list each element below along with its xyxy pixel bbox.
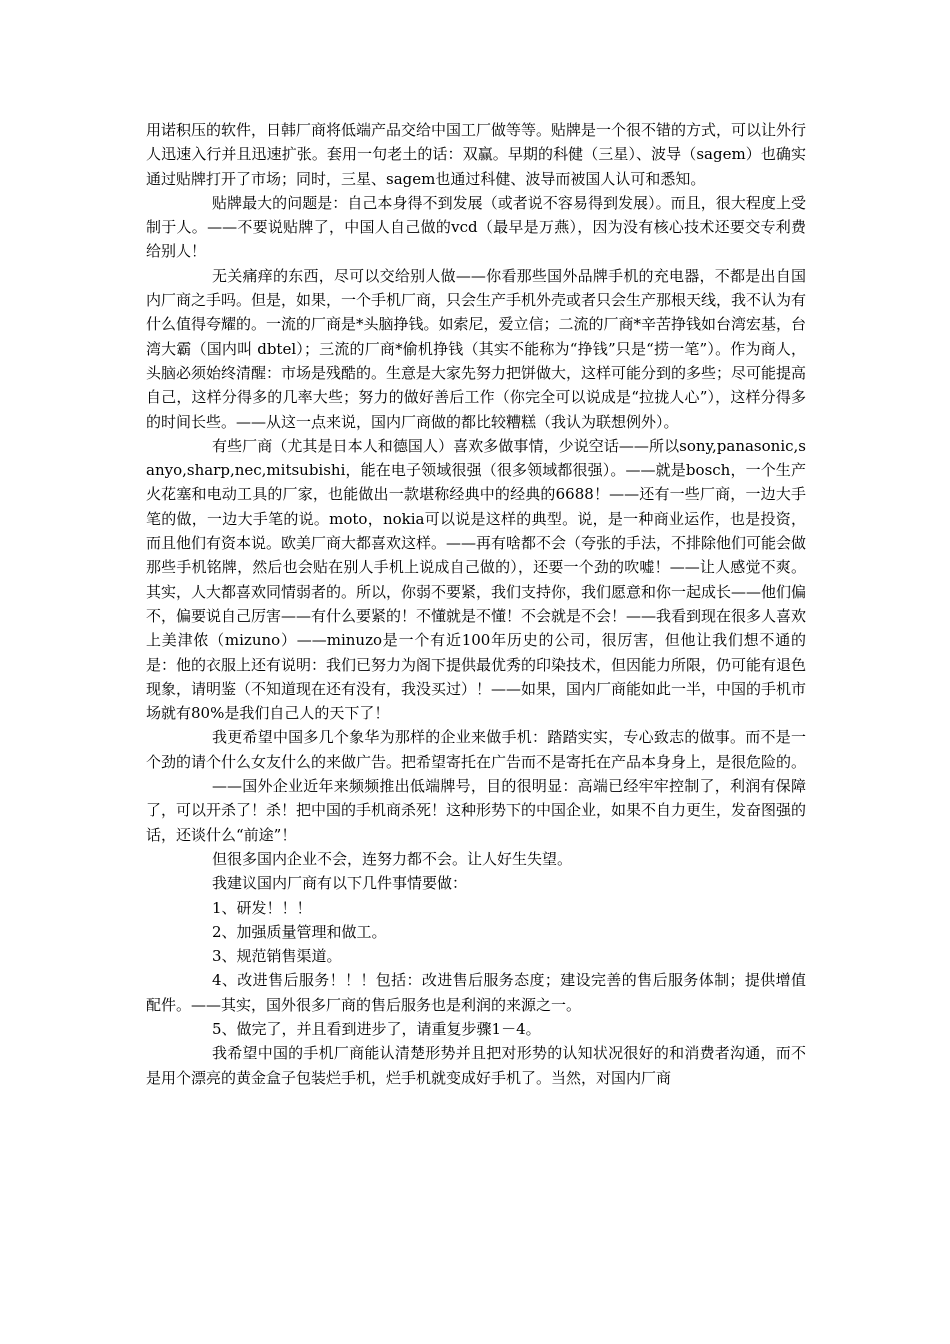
list-item: 3、规范销售渠道。 xyxy=(212,947,342,966)
paragraph: 有些厂商（尤其是日本人和德国人）喜欢多做事情，少说空话——所以sony,panasonic,sanyo,sharp,nec,mitsubishi，能在电子领域很强（很多领域都很强）。——就是bosch，一个生产火花塞和电动工具的厂家，也能做出一款堪称经典中的经典的6688！——还有一些厂商，一边大手笔的做，一边大手笔的说。moto，nokia可以说是这样的典型。说，是一种商业运作，也是投资，而且他们有资本说。欧美厂商大都喜欢这样。——再有啥都不会（夸张的手法，不排除他们可能会做那些手机铭牌，然后也会贴在别人手机上说成自己做的），还要一个劲的吹嘘！——让人感觉不爽。其实，人大都喜欢同情弱者的。所以，你弱不要紧，我们支持你，我们愿意和你一起成长——他们偏不，偏要说自己厉害——有什么要紧的！不懂就是不懂！不会就是不会！——我看到现在很多人喜欢上美津侬（mizuno）——minuzo是一个有近100年历史的公司，很厉害，但他让我们想不通的是：他的衣服上还有说明：我们已努力为阁下提供最优秀的印染技术，但因能力所限，仍可能有退色现象，请明鉴（不知道现在还有没有，我没买过）！——如果，国内厂商能如此一半，中国的手机市场就有80%是我们自己人的天下了！ xyxy=(146,436,807,723)
list-item: 1、研发！！！ xyxy=(212,898,312,917)
document-body xyxy=(146,118,806,1090)
paragraph: 贴牌最大的问题是：自己本身得不到发展（或者说不容易得到发展）。而且，很大程度上受制于人。——不要说贴牌了，中国人自己做的vcd（最早是万燕），因为没有核心技术还要交专利费给别人！ xyxy=(146,193,806,261)
paragraph: 用诺积压的软件，日韩厂商将低端产品交给中国工厂做等等。贴牌是一个很不错的方式，可以让外行人迅速入行并且迅速扩张。套用一句老土的话：双赢。早期的科健（三星）、波导（sagem）也确实通过贴牌打开了市场；同时，三星、sagem也通过科健、波导而被国人认可和悉知。 xyxy=(146,121,807,188)
paragraph: 但很多国内企业不会，连努力都不会。让人好生失望。 xyxy=(212,849,573,868)
paragraph: 我更希望中国多几个象华为那样的企业来做手机：踏踏实实，专心致志的做事。而不是一个劲的请个什么女友什么的来做广告。把希望寄托在广告而不是寄托在产品本身身上，是很危险的。 xyxy=(146,728,807,771)
list-item: 2、加强质量管理和做工。 xyxy=(212,922,387,941)
paragraph: 我建议国内厂商有以下几件事情要做： xyxy=(212,874,468,893)
paragraph: 我希望中国的手机厂商能认清楚形势并且把对形势的认知状况很好的和消费者沟通，而不是用个漂亮的黄金盒子包装烂手机，烂手机就变成好手机了。当然，对国内厂商 xyxy=(146,1044,806,1087)
list-item: 5、做完了，并且看到进步了，请重复步骤1－4。 xyxy=(212,1019,541,1038)
list-item: 4、改进售后服务！！！包括：改进售后服务态度；建设完善的售后服务体制；提供增值配件。——其实，国外很多厂商的售后服务也是利润的来源之一。 xyxy=(146,971,806,1014)
paragraph: ——国外企业近年来频频推出低端牌号，目的很明显：高端已经牢牢控制了，利润有保障了，可以开杀了！杀！把中国的手机商杀死！这种形势下的中国企业，如果不自力更生，发奋图强的话，还谈什么“前途”！ xyxy=(146,777,807,844)
paragraph: 无关痛痒的东西，尽可以交给别人做——你看那些国外品牌手机的充电器，不都是出自国内厂商之手吗。但是，如果，一个手机厂商，只会生产手机外壳或者只会生产那根天线，我不认为有什么值得夸耀的。一流的厂商是*头脑挣钱。如索尼，爱立信；二流的厂商*辛苦挣钱如台湾宏基，台湾大霸（国内叫 dbtel）；三流的厂商*偷机挣钱（其实不能称为“挣钱”只是“捞一笔”）。作为商人，头脑必须始终清醒：市场是残酷的。生意是大家先努力把饼做大，这样可能分到的多些；尽可能提高自己，这样分得多的几率大些；努力的做好善后工作（你完全可以说成是“拉拢人心”），这样分得多的时间长些。——从这一点来说，国内厂商做的都比较糟糕（我认为联想例外）。 xyxy=(146,266,807,431)
